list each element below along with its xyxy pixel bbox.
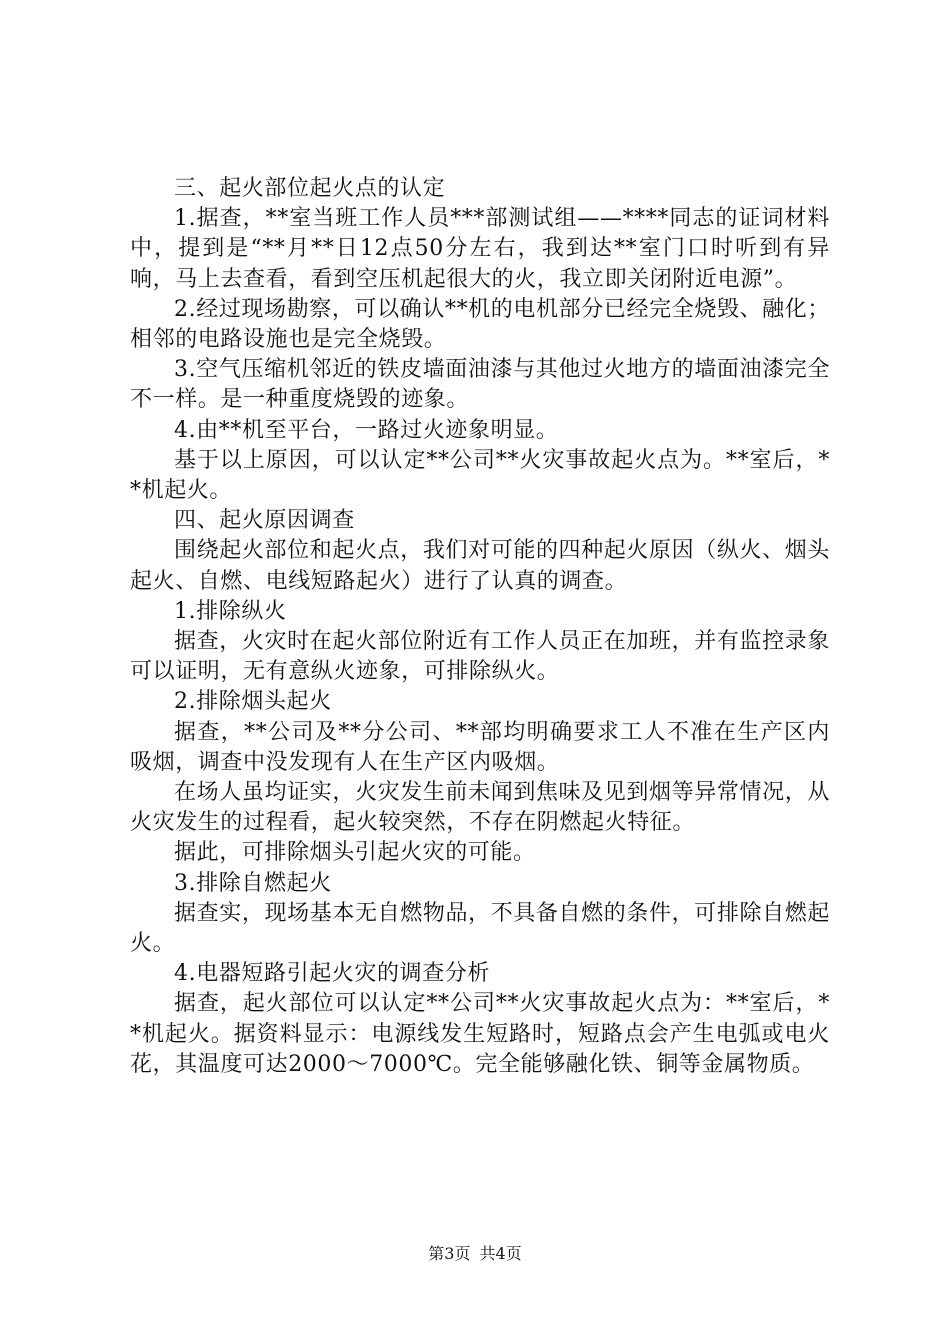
subsection-heading: 3.排除自燃起火 (174, 870, 332, 896)
page-number-total: 共4页 (479, 1244, 522, 1263)
paragraph: 4.由**机至平台，一路过火迹象明显。 (174, 417, 559, 443)
page-number-current: 第3页 (428, 1244, 471, 1263)
paragraph: 1.据查，**室当班工作人员***部测试组——****同志的证词材料中，提到是“**月**日12点50分左右，我到达**室门口时听到有异响，马上去查看，看到空压机起很大的火，我立即关闭附近电源”。 (130, 206, 830, 292)
paragraph: 2.经过现场勘察，可以确认**机的电机部分已经完全烧毁、融化；相邻的电路设施也是完全烧毁。 (130, 296, 830, 353)
paragraph: 据查，起火部位可以认定**公司**火灾事故起火点为：**室后，**机起火。据资料显示：电源线发生短路时，短路点会产生电弧或电火花，其温度可达2000～7000℃。完全能够融化铁、铜等金属物质。 (130, 991, 830, 1077)
paragraph: 据查实，现场基本无自燃物品，不具备自燃的条件，可排除自燃起火。 (130, 900, 830, 957)
paragraph: 据查，火灾时在起火部位附近有工作人员正在加班，并有监控录象可以证明，无有意纵火迹象，可排除纵火。 (130, 629, 830, 685)
section-heading: 三、起火部位起火点的认定 (174, 176, 446, 201)
page-footer (0, 1244, 950, 1264)
subsection-heading: 4.电器短路引起火灾的调查分析 (174, 961, 490, 987)
section-heading: 四、起火原因调查 (174, 508, 355, 534)
subsection-heading: 2.排除烟头起火 (174, 689, 332, 715)
paragraph: 基于以上原因，可以认定**公司**火灾事故起火点为。**室后，**机起火。 (130, 447, 830, 504)
paragraph: 3.空气压缩机邻近的铁皮墙面油漆与其他过火地方的墙面油漆完全不一样。是一种重度烧毁的迹象。 (130, 357, 830, 413)
subsection-heading: 1.排除纵火 (174, 598, 287, 624)
paragraph: 据查，**公司及**分公司、**部均明确要求工人不准在生产区内吸烟，调查中没发现有人在生产区内吸烟。 (130, 719, 830, 775)
paragraph: 在场人虽均证实，火灾发生前未闻到焦味及见到烟等异常情况，从火灾发生的过程看，起火较突然，不存在阴燃起火特征。 (130, 780, 830, 836)
paragraph: 据此，可排除烟头引起火灾的可能。 (174, 840, 536, 866)
paragraph: 围绕起火部位和起火点，我们对可能的四种起火原因（纵火、烟头起火、自燃、电线短路起火）进行了认真的调查。 (130, 538, 830, 594)
document-body (130, 174, 830, 1080)
